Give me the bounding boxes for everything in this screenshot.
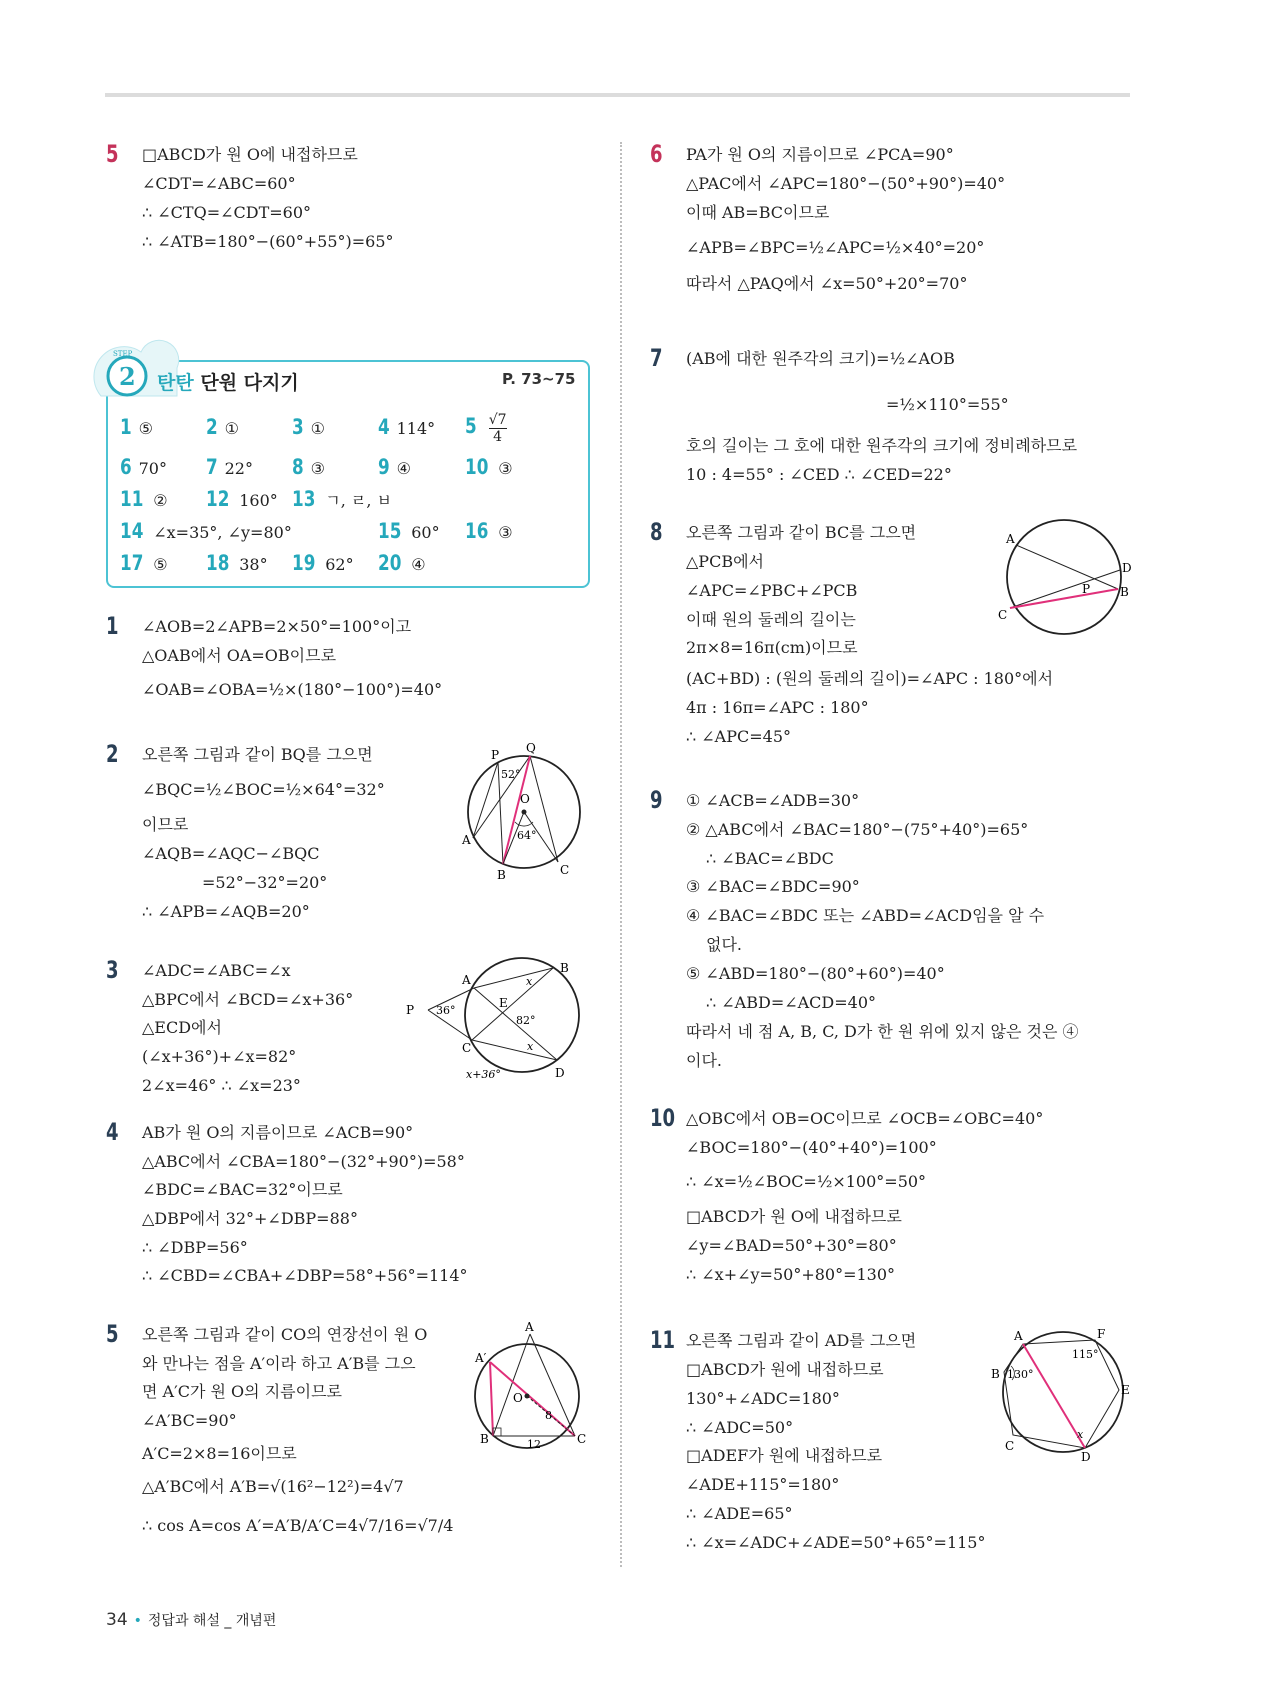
- svg-text:P: P: [1082, 582, 1091, 596]
- line: 2π×8=16π(cm)이므로: [686, 638, 858, 657]
- line: △OAB에서 OA=OB이므로: [142, 646, 337, 665]
- line: 오른쪽 그림과 같이 CO의 연장선이 원 O: [142, 1325, 428, 1344]
- line: ∴ ∠ADC=50°: [686, 1418, 794, 1437]
- problem-number: 8: [650, 518, 663, 546]
- svg-text:C: C: [998, 608, 1008, 622]
- answer-item: 9 ④: [378, 455, 411, 479]
- svg-text:B: B: [1120, 585, 1129, 599]
- svg-text:D: D: [555, 1066, 565, 1080]
- line: ∠BQC=½∠BOC=½×64°=32°: [142, 780, 385, 799]
- line: ∠ADC=∠ABC=∠x: [142, 961, 291, 980]
- line: ∠OAB=∠OBA=½×(180°−100°)=40°: [142, 680, 443, 699]
- step-number: 2: [119, 362, 136, 391]
- line: 호의 길이는 그 호에 대한 원주각의 크기에 정비례하므로: [686, 436, 1078, 455]
- step-title: 탄탄 단원 다지기: [157, 372, 299, 394]
- line: ∠BDC=∠BAC=32°이므로: [142, 1180, 343, 1199]
- line: 면 A′C가 원 O의 지름이므로: [142, 1382, 342, 1401]
- diagram-problem-2: [460, 740, 590, 880]
- diagram-problem-3: [400, 950, 595, 1085]
- svg-text:D: D: [1081, 1450, 1091, 1464]
- answer-item: 4 114°: [378, 415, 436, 439]
- line: =½×110°=55°: [886, 395, 1009, 414]
- line: ⑤ ∠ABD=180°−(80°+60°)=40°: [686, 964, 945, 983]
- answer-item: 1 ⑤: [120, 415, 153, 439]
- answer-item: 14 ∠x=35°, ∠y=80°: [120, 519, 292, 543]
- diagram-problem-5: [465, 1318, 595, 1458]
- answer-item: 12 160°: [206, 487, 278, 511]
- svg-text:C: C: [577, 1432, 587, 1446]
- line: ∴ ∠x+∠y=50°+80°=130°: [686, 1265, 896, 1284]
- line: =52°−32°=20°: [202, 873, 328, 892]
- line: △BPC에서 ∠BCD=∠x+36°: [142, 990, 354, 1009]
- line: 따라서 △PAQ에서 ∠x=50°+20°=70°: [686, 274, 968, 293]
- line: 130°+∠ADC=180°: [686, 1389, 840, 1408]
- column-divider: [620, 142, 622, 1567]
- svg-text:B: B: [497, 868, 506, 882]
- line: △DBP에서 32°+∠DBP=88°: [142, 1209, 358, 1228]
- problem-number: 5: [106, 140, 119, 168]
- svg-text:F: F: [1097, 1327, 1106, 1341]
- line: ∠APC=∠PBC+∠PCB: [686, 581, 858, 600]
- bullet-icon: •: [133, 1613, 142, 1629]
- problem-number: 11: [650, 1326, 676, 1354]
- svg-text:64°: 64°: [517, 829, 537, 842]
- answer-item: 7 22°: [206, 455, 253, 479]
- svg-text:52°: 52°: [501, 768, 521, 781]
- line: ∴ ∠CTQ=∠CDT=60°: [142, 203, 312, 222]
- svg-text:8: 8: [545, 1409, 552, 1422]
- svg-text:x: x: [527, 1040, 534, 1053]
- line: PA가 원 O의 지름이므로 ∠PCA=90°: [686, 145, 954, 164]
- line: ② △ABC에서 ∠BAC=180°−(75°+40°)=65°: [686, 820, 1029, 839]
- line: ∴ ∠CBD=∠CBA+∠DBP=58°+56°=114°: [142, 1266, 468, 1285]
- answer-item: 18 38°: [206, 551, 268, 575]
- problem-number: 9: [650, 786, 663, 814]
- svg-text:x: x: [526, 975, 533, 988]
- problem-number: 4: [106, 1118, 119, 1146]
- problem-number: 1: [106, 612, 119, 640]
- line: ∴ ∠ADE=65°: [686, 1504, 793, 1523]
- line: (∠x+36°)+∠x=82°: [142, 1047, 297, 1066]
- line: AB가 원 O의 지름이므로 ∠ACB=90°: [142, 1123, 414, 1142]
- footer-text: 정답과 해설 _ 개념편: [147, 1613, 277, 1629]
- svg-text:A: A: [1014, 1329, 1023, 1343]
- line: A′C=2×8=16이므로: [142, 1444, 297, 1463]
- line: ∴ ∠APC=45°: [686, 727, 791, 746]
- answer-item: 3 ①: [292, 415, 325, 439]
- answer-item: 19 62°: [292, 551, 354, 575]
- line: ∴ ∠BAC=∠BDC: [706, 849, 834, 868]
- answer-item: 2 ①: [206, 415, 239, 439]
- line: △OBC에서 OB=OC이므로 ∠OCB=∠OBC=40°: [686, 1109, 1044, 1128]
- svg-text:B: B: [560, 961, 569, 975]
- svg-text:B: B: [480, 1432, 489, 1446]
- problem-number: 2: [106, 740, 119, 768]
- svg-text:115°: 115°: [1072, 1348, 1099, 1361]
- diagram-problem-11: [985, 1322, 1130, 1462]
- svg-text:B: B: [991, 1367, 1000, 1381]
- svg-text:A: A: [1006, 532, 1015, 546]
- top-rule: [105, 93, 1130, 97]
- answer-item: 11 ②: [120, 487, 168, 511]
- line: □ABCD가 원 O에 내접하므로: [142, 145, 358, 164]
- answer-item: 10 ③: [465, 455, 513, 479]
- line: 이므로: [142, 815, 189, 834]
- line: ∴ ∠ATB=180°−(60°+55°)=65°: [142, 232, 394, 251]
- line: △PCB에서: [686, 552, 764, 571]
- svg-text:82°: 82°: [516, 1014, 536, 1027]
- svg-text:D: D: [1122, 561, 1132, 575]
- line: 따라서 네 점 A, B, C, D가 한 원 위에 있지 않은 것은 ④: [686, 1022, 1079, 1041]
- line: ∠CDT=∠ABC=60°: [142, 174, 296, 193]
- line: 오른쪽 그림과 같이 BC를 그으면: [686, 523, 917, 542]
- line: 2∠x=46° ∴ ∠x=23°: [142, 1076, 301, 1095]
- problem-number: 7: [650, 344, 663, 372]
- svg-text:A: A: [525, 1320, 534, 1334]
- line: 없다.: [706, 935, 742, 954]
- svg-text:x+36°: x+36°: [466, 1068, 501, 1081]
- answer-item: 17 ⑤: [120, 551, 168, 575]
- svg-text:130°: 130°: [1007, 1368, 1034, 1381]
- line: □ABCD가 원 O에 내접하므로: [686, 1207, 902, 1226]
- svg-text:O: O: [520, 792, 530, 806]
- line: 와 만나는 점을 A′이라 하고 A′B를 그으: [142, 1354, 416, 1373]
- answer-item: 20 ④: [378, 551, 426, 575]
- svg-text:C: C: [1005, 1439, 1015, 1453]
- line: △A′BC에서 A′B=√(16²−12²)=4√7: [142, 1477, 404, 1496]
- problem-number: 10: [650, 1104, 676, 1132]
- answer-item: 15 60°: [378, 519, 440, 543]
- line: ∠y=∠BAD=50°+30°=80°: [686, 1236, 897, 1255]
- line: 4π : 16π=∠APC : 180°: [686, 698, 869, 717]
- line: □ADEF가 원에 내접하므로: [686, 1446, 883, 1465]
- svg-text:A′: A′: [475, 1351, 487, 1365]
- svg-text:O: O: [513, 1391, 523, 1405]
- problem-number: 5: [106, 1320, 119, 1348]
- svg-text:E: E: [499, 996, 508, 1010]
- svg-text:P: P: [406, 1003, 415, 1017]
- problem-number: 3: [106, 956, 119, 984]
- line: ∠APB=∠BPC=½∠APC=½×40°=20°: [686, 238, 985, 257]
- line: ∠ADE+115°=180°: [686, 1475, 840, 1494]
- line: 이다.: [686, 1051, 722, 1070]
- line: ∴ ∠x=½∠BOC=½×100°=50°: [686, 1172, 927, 1191]
- answer-item: 8 ③: [292, 455, 325, 479]
- line: ∠AOB=2∠APB=2×50°=100°이고: [142, 617, 412, 636]
- problem-number: 6: [650, 140, 663, 168]
- svg-text:36°: 36°: [436, 1004, 456, 1017]
- diagram-problem-8: [990, 515, 1130, 635]
- line: ① ∠ACB=∠ADB=30°: [686, 791, 860, 810]
- line: 10 : 4=55° : ∠CED ∴ ∠CED=22°: [686, 465, 952, 484]
- line: △PAC에서 ∠APC=180°−(50°+90°)=40°: [686, 174, 1006, 193]
- line: ④ ∠BAC=∠BDC 또는 ∠ABD=∠ACD임을 알 수: [686, 906, 1045, 925]
- answer-item: 16 ③: [465, 519, 513, 543]
- svg-text:12: 12: [527, 1438, 541, 1451]
- line: 이때 원의 둘레의 길이는: [686, 610, 856, 629]
- line: (AB에 대한 원주각의 크기)=½∠AOB: [686, 349, 955, 368]
- answer-item: 13 ㄱ, ㄹ, ㅂ: [292, 487, 392, 511]
- line: 이때 AB=BC이므로: [686, 203, 830, 222]
- svg-text:P: P: [491, 748, 500, 762]
- answer-item: 6 70°: [120, 455, 167, 479]
- line: ∴ cos A=cos A′=A′B/A′C=4√7/16=√7/4: [142, 1516, 454, 1535]
- svg-text:E: E: [1121, 1383, 1130, 1397]
- svg-text:A: A: [462, 973, 471, 987]
- line: ∠BOC=180°−(40°+40°)=100°: [686, 1138, 937, 1157]
- line: 오른쪽 그림과 같이 AD를 그으면: [686, 1331, 917, 1350]
- step-label: STEP: [113, 350, 133, 358]
- line: △ABC에서 ∠CBA=180°−(32°+90°)=58°: [142, 1152, 465, 1171]
- line: ∠AQB=∠AQC−∠BQC: [142, 844, 320, 863]
- svg-text:x: x: [1077, 1428, 1084, 1441]
- line: ∴ ∠APB=∠AQB=20°: [142, 902, 310, 921]
- step-page-range: P. 73~75: [502, 370, 576, 388]
- line: ∴ ∠ABD=∠ACD=40°: [706, 993, 877, 1012]
- svg-text:C: C: [462, 1041, 472, 1055]
- line: 오른쪽 그림과 같이 BQ를 그으면: [142, 745, 373, 764]
- svg-text:C: C: [560, 863, 570, 877]
- line: ∠A′BC=90°: [142, 1411, 237, 1430]
- line: ∴ ∠x=∠ADC+∠ADE=50°+65°=115°: [686, 1533, 986, 1552]
- answer-item: 5 $\frac{√7}{4}$: [465, 412, 507, 445]
- page-number: 34: [106, 1610, 128, 1630]
- line: ③ ∠BAC=∠BDC=90°: [686, 877, 860, 896]
- line: △ECD에서: [142, 1018, 222, 1037]
- svg-text:Q: Q: [526, 741, 536, 755]
- svg-text:A: A: [462, 833, 471, 847]
- line: □ABCD가 원에 내접하므로: [686, 1360, 884, 1379]
- page-footer: [106, 1610, 276, 1630]
- line: (AC+BD) : (원의 둘레의 길이)=∠APC : 180°에서: [686, 669, 1054, 688]
- line: ∴ ∠DBP=56°: [142, 1238, 248, 1257]
